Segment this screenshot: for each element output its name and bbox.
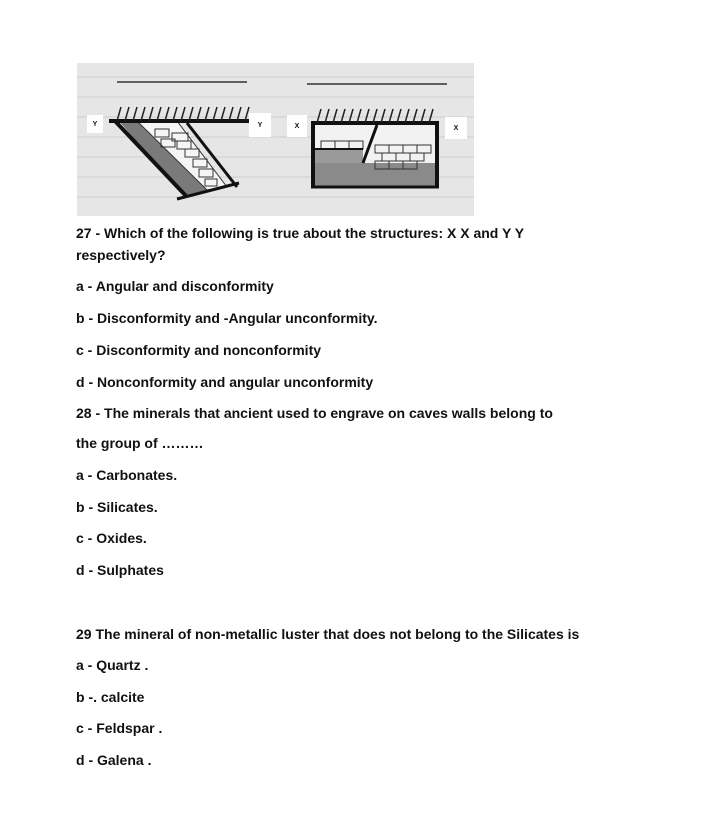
q28-option-b[interactable]: b - Silicates.	[76, 499, 158, 515]
q29-text-line1: 29 The mineral of non-metallic luster that does not belong to the Silicates is	[76, 626, 580, 642]
q28-option-d[interactable]: d - Sulphates	[76, 562, 164, 578]
q28-text-line2: the group of ………	[76, 435, 204, 451]
left-structure	[109, 107, 249, 199]
q27-option-c[interactable]: c - Disconformity and nonconformity	[76, 342, 322, 358]
label-x-right: X	[445, 117, 467, 139]
q27-text-line2: respectively?	[76, 247, 166, 263]
q27-option-a[interactable]: a - Angular and disconformity	[76, 278, 274, 294]
right-structure	[311, 109, 439, 187]
q27-option-d[interactable]: d - Nonconformity and angular unconformity	[76, 374, 374, 390]
label-y-middle: Y	[249, 113, 271, 137]
q29-option-d[interactable]: d - Galena .	[76, 752, 152, 768]
q29-option-c[interactable]: c - Feldspar .	[76, 720, 163, 736]
q29-option-b[interactable]: b -. calcite	[76, 689, 145, 705]
q28-text-line1: 28 - The minerals that ancient used to engrave on caves walls belong to	[76, 405, 553, 421]
unconformity-diagram-photo	[77, 63, 474, 216]
label-y-left: Y	[87, 115, 103, 133]
q29-option-a[interactable]: a - Quartz .	[76, 657, 149, 673]
q27-text-line1: 27 - Which of the following is true about the structures: X X and Y Y	[76, 225, 525, 241]
q28-option-a[interactable]: a - Carbonates.	[76, 467, 178, 483]
diagram-sketch	[77, 63, 474, 216]
q27-option-b[interactable]: b - Disconformity and -Angular unconformity.	[76, 310, 378, 326]
q28-option-c[interactable]: c - Oxides.	[76, 530, 147, 546]
label-x-middle: X	[287, 115, 307, 137]
